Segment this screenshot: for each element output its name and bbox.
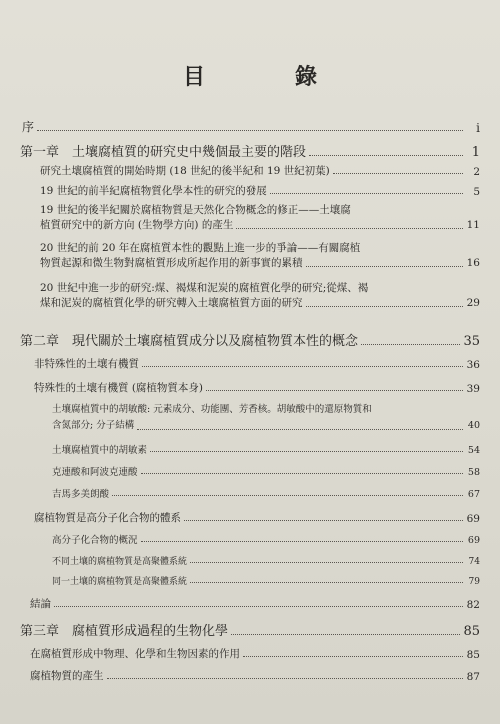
toc-entry-label: 腐植物質的產生 [30, 670, 104, 682]
leader-dots [54, 606, 463, 607]
toc-page-number: 82 [466, 599, 480, 611]
toc-entry-line [40, 296, 480, 311]
toc-entry-ch2-subsection-same-soil[interactable] [52, 574, 480, 587]
toc-page-number: 2 [473, 166, 480, 178]
toc-page-number: 87 [466, 671, 480, 683]
leader-dots [184, 520, 463, 521]
leader-dots [141, 473, 463, 474]
leader-dots [306, 306, 464, 307]
toc-page-number: 74 [468, 557, 480, 567]
leader-dots [243, 656, 463, 657]
leader-dots [190, 582, 463, 583]
toc-entry-line [40, 256, 480, 271]
toc-page-number: 85 [463, 624, 480, 639]
toc-entry-ch1-section-3[interactable] [40, 203, 480, 233]
leader-dots [333, 173, 463, 174]
toc-page-number: 11 [466, 219, 480, 231]
toc-page-number: 40 [467, 420, 480, 431]
toc-entry-label: 第三章 腐植質形成過程的生物化學 [20, 624, 229, 639]
leader-dots [150, 451, 463, 452]
toc-entry-ch1-section-4[interactable] [40, 241, 480, 271]
toc-entry-label-line: 20 世紀中進一步的研究:煤、褐煤和泥炭的腐植質化學的研究;從煤、褐 [40, 282, 369, 294]
toc-entry-label: 第二章 現代關於土壤腐植質成分以及腐植物質本性的概念 [20, 334, 359, 349]
toc-entry-label: 同一土壤的腐植物質是高聚體系統 [52, 577, 188, 587]
toc-entry-label: 非特殊性的土壤有機質 [34, 358, 139, 370]
toc-page-number: 54 [467, 445, 480, 456]
toc-entry-ch2-subsection-hymatomelanic[interactable] [52, 486, 480, 500]
toc-entry-preface[interactable] [22, 118, 480, 135]
toc-page-number: 16 [466, 257, 480, 269]
leader-dots [141, 541, 463, 542]
toc-entry-label: 結論 [30, 598, 51, 610]
leader-dots [270, 193, 463, 194]
toc-page-number: i [476, 121, 480, 135]
toc-entry-label: 腐植物質是高分子化合物的體系 [34, 512, 181, 524]
toc-entry-label: 土壤腐植質中的胡敏素 [52, 445, 148, 456]
toc-entry-ch2-section-3[interactable] [34, 510, 480, 525]
toc-page-number: 67 [467, 489, 480, 500]
toc-entry-ch1-section-1[interactable] [40, 163, 480, 178]
leader-dots [137, 429, 463, 430]
toc-page-number: 35 [463, 334, 480, 349]
toc-page-number: 69 [466, 513, 480, 525]
toc-entry-label: 19 世紀的前半紀腐植物質化學本性的研究的發展 [40, 185, 267, 197]
toc-entry-label: 煤和泥炭的腐植質化學的研究轉入土壤腐植質方面的研究 [40, 297, 303, 309]
toc-entry-ch3-section-1[interactable] [30, 646, 480, 661]
toc-entry-ch3-section-2[interactable] [30, 668, 480, 683]
toc-entry-chapter-1[interactable] [20, 141, 480, 160]
toc-entry-ch2-section-1[interactable] [34, 356, 480, 371]
toc-entry-ch2-subsection-humic-acid[interactable] [52, 402, 480, 434]
toc-entry-label: 不同土壤的腐植物質是高聚體系統 [52, 557, 188, 567]
toc-entry-line [52, 418, 480, 434]
leader-dots [361, 344, 460, 345]
toc-entry-label: 吉馬多美朗酸 [52, 489, 110, 500]
toc-page-number: 36 [466, 359, 480, 371]
toc-entry-label: 第一章 土壤腐植質的研究史中幾個最主要的階段 [20, 145, 307, 160]
toc-entry-chapter-3[interactable] [20, 620, 480, 639]
toc-page-number: 58 [467, 467, 480, 478]
toc-entry-label-line: 20 世紀的前 20 年在腐植質本性的觀點上進一步的爭論——有關腐植 [40, 242, 361, 254]
toc-entry-ch1-section-2[interactable] [40, 183, 480, 198]
toc-entry-ch2-subsection-humin[interactable] [52, 442, 480, 456]
toc-entry-label: 克連酸和阿波克連酸 [52, 467, 138, 478]
toc-entry-ch1-section-5[interactable] [40, 281, 480, 311]
toc-entry-label: 含氮部分; 分子結構 [52, 420, 135, 431]
toc-entry-label-line: 土壤腐植質中的胡敏酸: 元素成分、功能團、芳香核。胡敏酸中的還原物質和 [52, 404, 372, 415]
toc-entry-ch2-subsection-polymer-overview[interactable] [52, 532, 480, 546]
leader-dots [236, 228, 463, 229]
toc-entry-ch2-subsection-crenic[interactable] [52, 464, 480, 478]
leader-dots [306, 266, 464, 267]
toc-entry-ch2-conclusion[interactable] [30, 596, 480, 611]
toc-entry-ch2-subsection-different-soils[interactable] [52, 554, 480, 567]
leader-dots [107, 678, 464, 679]
leader-dots [37, 130, 463, 131]
leader-dots [231, 634, 460, 635]
leader-dots [142, 366, 463, 367]
toc-entry-line [40, 218, 480, 233]
toc-entry-label-line: 19 世紀的後半紀關於腐植物質是天然化合物概念的修正——土壤腐 [40, 204, 351, 216]
toc-page-number: 1 [471, 145, 480, 160]
toc-page-number: 39 [466, 383, 480, 395]
toc-page-number: 79 [468, 577, 480, 587]
toc-page-number: 5 [473, 186, 480, 198]
leader-dots [190, 562, 463, 563]
toc-page-number: 85 [466, 649, 480, 661]
toc-page-number: 29 [466, 297, 480, 309]
toc-entry-label: 高分子化合物的概況 [52, 535, 138, 546]
toc-entry-ch2-section-2[interactable] [34, 380, 480, 395]
page-title: 目 錄 [182, 64, 351, 90]
toc-page-number: 69 [467, 535, 480, 546]
toc-entry-label: 特殊性的土壤有機質 (腐植物質本身) [34, 382, 204, 394]
leader-dots [309, 155, 463, 156]
toc-entry-label: 研究土壤腐植質的開始時期 (18 世紀的後半紀和 19 世紀初葉) [40, 165, 330, 177]
toc-entry-label: 在腐植質形成中物理、化學和生物因素的作用 [30, 648, 240, 660]
toc-entry-label: 植質研究中的新方向 (生物學方向) 的產生 [40, 219, 234, 231]
toc-entry-chapter-2[interactable] [20, 330, 480, 349]
leader-dots [206, 390, 463, 391]
toc-entry-label: 物質起源和微生物對腐植質形成所起作用的新事實的累積 [40, 257, 303, 269]
toc-entry-label: 序 [22, 120, 35, 134]
leader-dots [112, 495, 463, 496]
